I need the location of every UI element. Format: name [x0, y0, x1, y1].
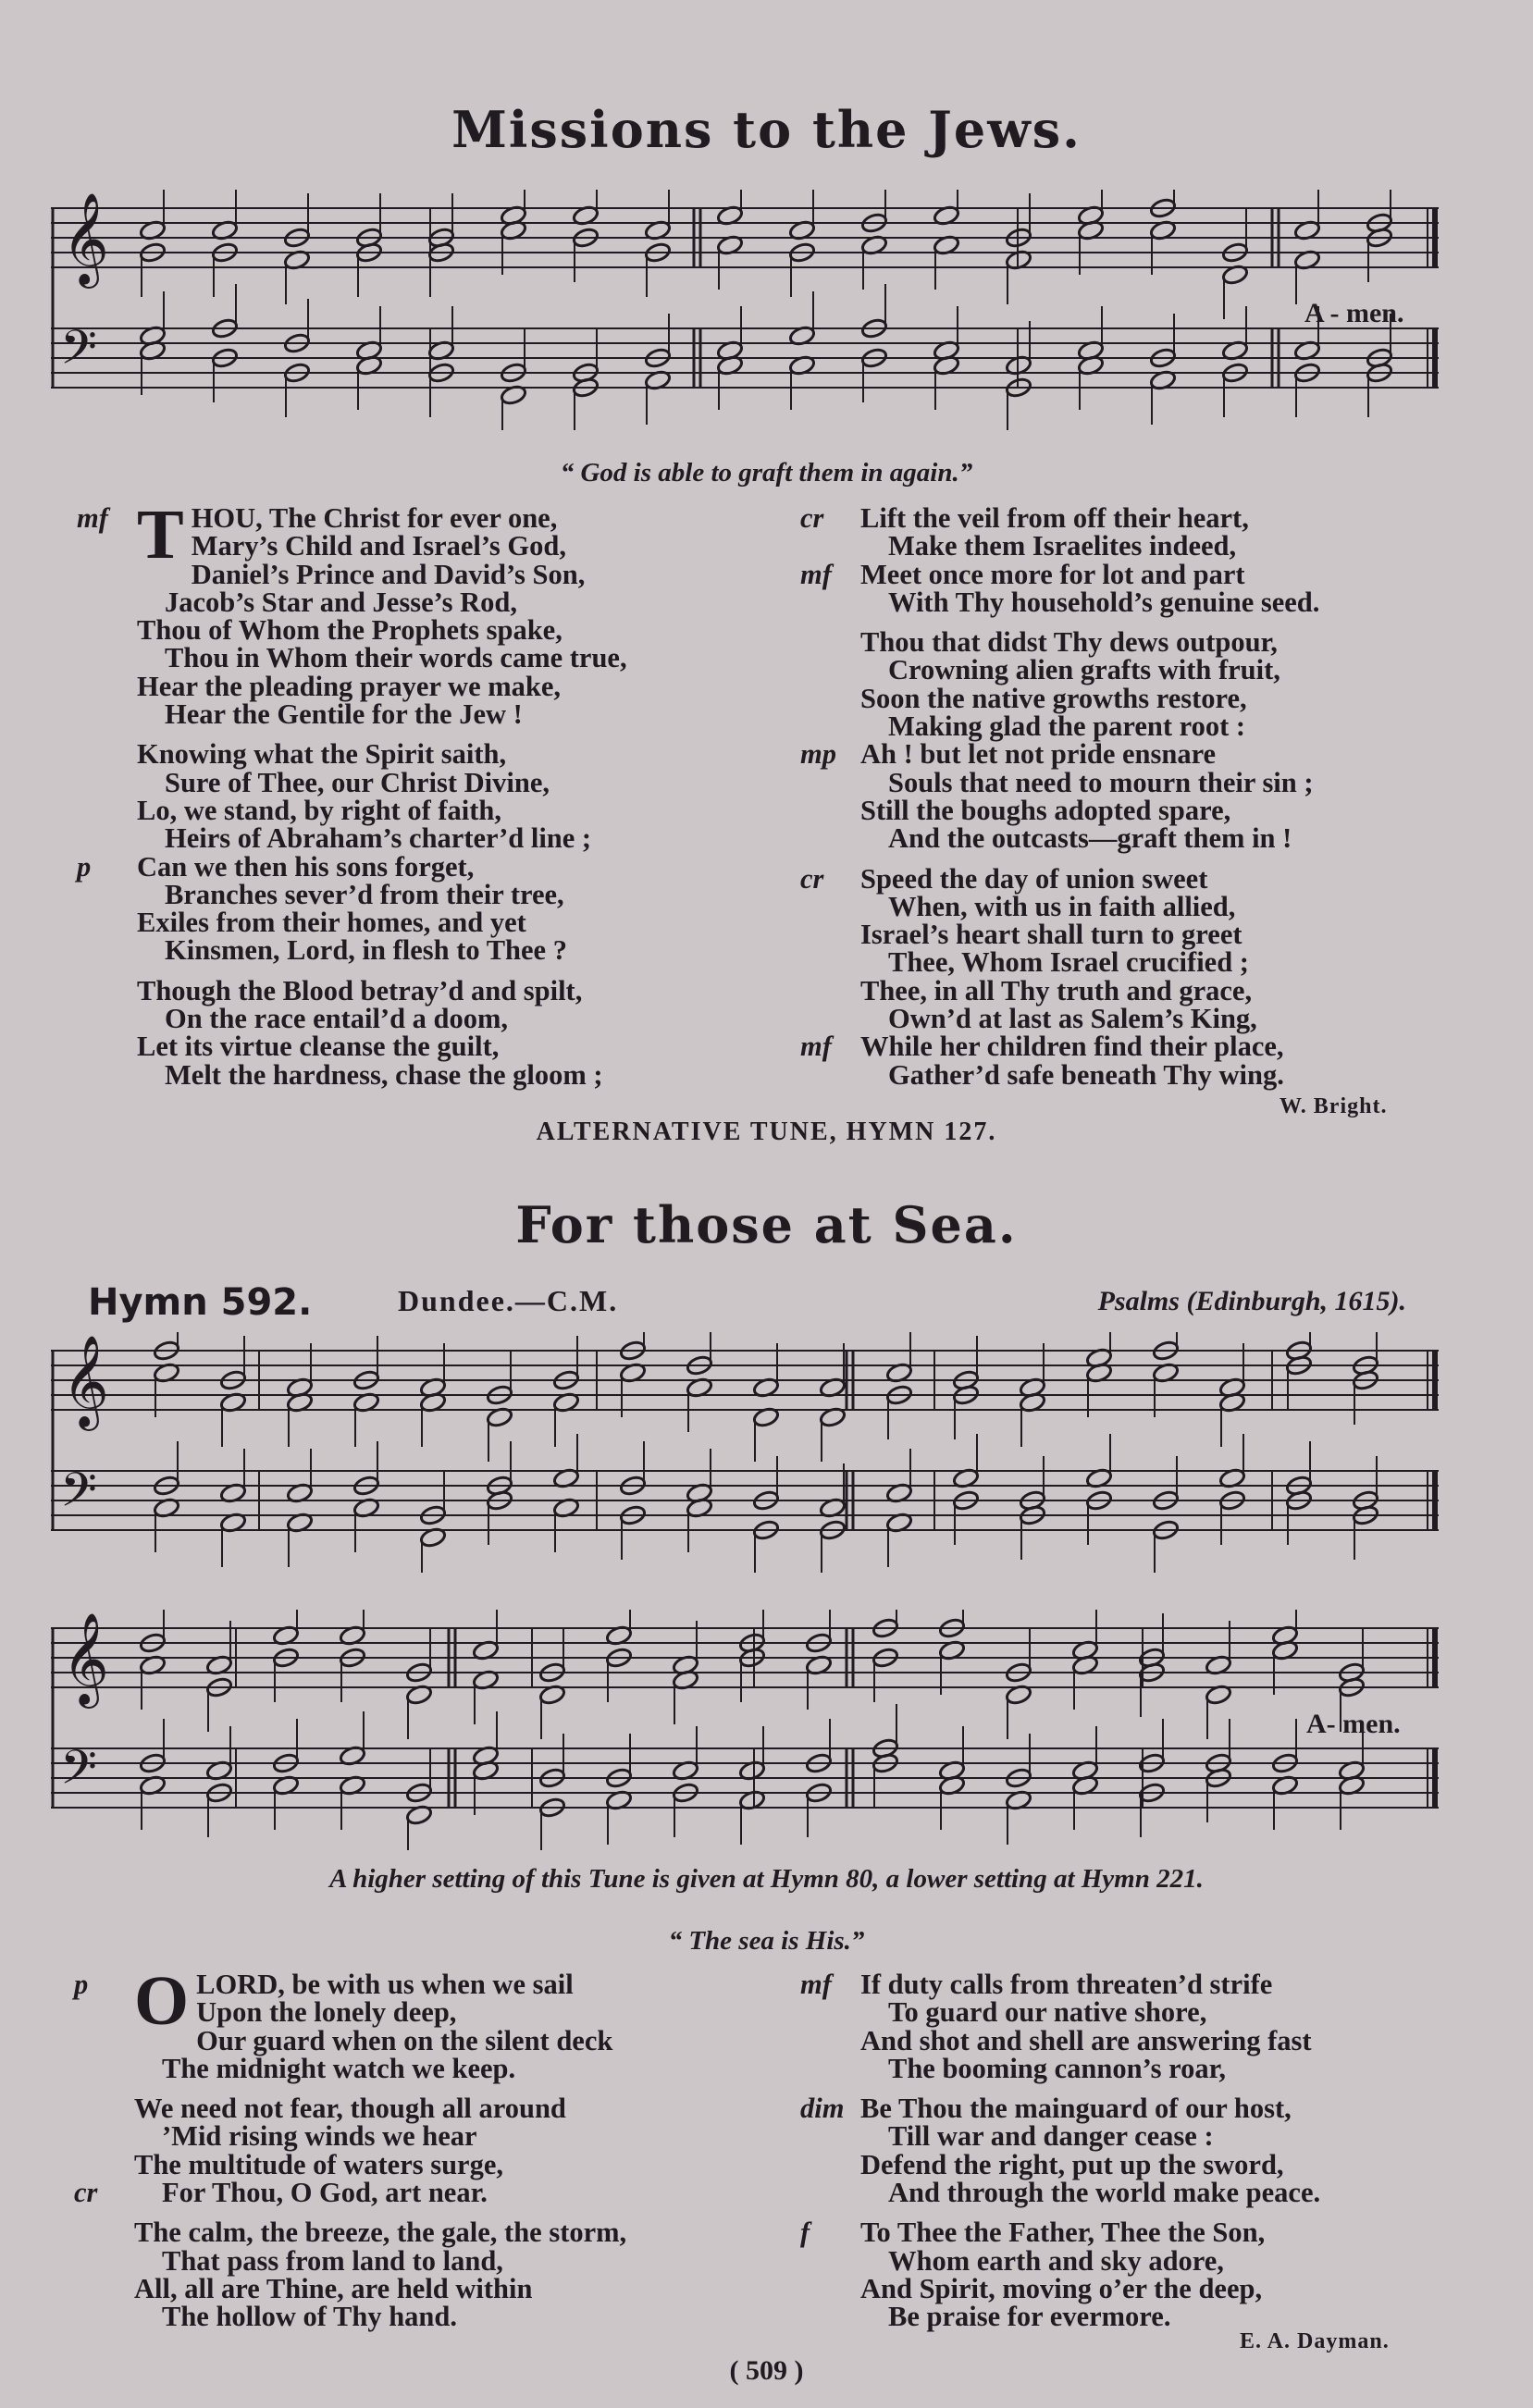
verse-line [137, 558, 738, 590]
verse-line [860, 2244, 1453, 2277]
stanza [800, 862, 1453, 1091]
verse-line [860, 2120, 1453, 2153]
dynamic-marking: dim [800, 2093, 845, 2125]
verse-text: Upon the lonely deep, [196, 1996, 457, 2029]
verse-text: Still the boughs adopted spare, [860, 794, 1231, 826]
verse-text: That pass from land to land, [162, 2244, 503, 2277]
verse-line [860, 796, 1453, 824]
verse-line [800, 2217, 1453, 2249]
verse-text: To Thee the Father, Thee the Son, [860, 2217, 1266, 2249]
verse-text: Jacob’s Star and Jesse’s Rod, [165, 586, 517, 618]
verse-text: To guard our native shore, [888, 1996, 1207, 2029]
dynamic-marking: mp [800, 738, 836, 771]
dynamic-marking: mf [800, 1969, 832, 2000]
verse-text: Defend the right, put up the sword, [860, 2148, 1284, 2180]
stanza [74, 2093, 736, 2209]
verse-text: We need not fear, though all around [134, 2093, 566, 2125]
stanza [800, 502, 1453, 618]
verse-line [860, 946, 1453, 979]
verse-text: Heirs of Abraham’s charter’d line ; [165, 822, 592, 855]
verse-text: The hollow of Thy hand. [162, 2301, 457, 2333]
verse-line [74, 2177, 736, 2209]
verse-line [860, 1058, 1453, 1091]
verse-line [137, 670, 738, 702]
verse-text: LORD, be with us when we sail [196, 1969, 574, 2000]
verse-line [137, 766, 738, 798]
verse-text: Be praise for evermore. [888, 2301, 1171, 2333]
verse-line [860, 1996, 1453, 2029]
stanza [77, 496, 738, 731]
amen-label-2: A- men. [1306, 1709, 1401, 1739]
verse-text: And through the world make peace. [888, 2177, 1321, 2209]
alternative-tune: ALTERNATIVE TUNE, HYMN 127. [536, 1118, 997, 1146]
amen-label-1: A - men. [1304, 298, 1404, 328]
epigraph-1: “ God is able to graft them in again.” [560, 458, 973, 488]
verse-text: Sure of Thee, our Christ Divine, [165, 766, 550, 798]
stanza [800, 2093, 1453, 2209]
verse-text: Our guard when on the silent deck [196, 2024, 613, 2056]
author-dayman: E. A. Dayman. [1240, 2329, 1390, 2353]
treble-clef-icon: 𝄞 [62, 192, 109, 285]
dynamic-marking: cr [74, 2177, 98, 2209]
verse-line [860, 2024, 1453, 2056]
verse-text: The calm, the breeze, the gale, the storm, [134, 2217, 627, 2249]
verse-line [860, 588, 1453, 616]
verse-text: Soon the native growths restore, [860, 682, 1247, 714]
verse-text: Branches sever’d from their tree, [165, 878, 564, 910]
score-svg-2 [51, 1332, 1439, 1573]
verse-text: Let its virtue cleanse the guilt, [137, 1031, 500, 1063]
verse-line [137, 796, 738, 824]
verse-text: Speed the day of union sweet [860, 862, 1208, 895]
dynamic-marking: mf [800, 1031, 832, 1063]
verse-text: Daniel’s Prince and David’s Son, [191, 558, 586, 590]
verse-line [134, 1996, 736, 2029]
verse-line [134, 2148, 736, 2180]
verse-line [860, 656, 1453, 684]
verse-text: While her children find their place, [860, 1031, 1284, 1063]
verse-text: The multitude of waters surge, [134, 2148, 504, 2180]
verse-text: With Thy household’s genuine seed. [888, 586, 1320, 618]
epigraph-2: “ The sea is His.” [668, 1926, 865, 1956]
dynamic-marking: p [77, 850, 92, 883]
score-svg-3 [51, 1610, 1439, 1850]
dynamic-marking: cr [800, 862, 824, 895]
verse-line [134, 2024, 736, 2056]
verse-text: Thou of Whom the Prophets spake, [137, 614, 563, 647]
hymn-number: Hymn 592. [88, 1281, 313, 1324]
verse-line [137, 934, 738, 967]
verse-text: Thee, Whom Israel crucified ; [888, 946, 1249, 979]
treble-clef-icon: 𝄞 [62, 1612, 109, 1705]
verse-line [137, 907, 738, 939]
verse-line [137, 614, 738, 647]
verse-text: Crowning alien grafts with fruit, [888, 654, 1280, 686]
music-score-3 [51, 1610, 1439, 1850]
verse-text: Mary’s Child and Israel’s God, [191, 530, 566, 562]
verse-line [860, 766, 1453, 798]
verse-text: Meet once more for lot and part [860, 558, 1245, 590]
verse-text: Lo, we stand, by right of faith, [137, 794, 501, 826]
verse-line [860, 532, 1453, 560]
tune-source [1098, 1286, 1406, 1317]
verse-text: Kinsmen, Lord, in flesh to Thee ? [165, 934, 567, 967]
verse-line [134, 2052, 736, 2084]
dynamic-marking: mf [800, 558, 832, 590]
verse-line [860, 626, 1453, 659]
verse-text: And Spirit, moving o’er the deep, [860, 2272, 1263, 2304]
verse-text: Making glad the parent root : [888, 710, 1246, 743]
verse-line [800, 558, 1453, 590]
verse-line [134, 2217, 736, 2249]
verse-line [860, 974, 1453, 1006]
verse-line [800, 502, 1453, 534]
verse-text: And shot and shell are answering fast [860, 2024, 1312, 2056]
verse-line [134, 2301, 736, 2333]
verse-line [134, 2120, 736, 2153]
verse-line [860, 1003, 1453, 1035]
verse-text: Till war and danger cease : [888, 2120, 1214, 2153]
tune-name: Dundee.—C.M. [398, 1284, 619, 1317]
verse-line [860, 710, 1453, 743]
verse-line [860, 682, 1453, 714]
verse-text: Melt the hardness, chase the gloom ; [165, 1058, 603, 1091]
bass-clef-icon: 𝄢 [60, 1739, 97, 1807]
verse-text: Thou that didst Thy dews outpour, [860, 626, 1278, 659]
verse-text: Though the Blood betray’d and spilt, [137, 974, 583, 1006]
verse-text: The midnight watch we keep. [162, 2052, 516, 2084]
verse-line [137, 1003, 738, 1035]
verses-right-1 [800, 502, 1453, 1101]
verse-line [137, 1058, 738, 1091]
verse-text: Exiles from their homes, and yet [137, 907, 526, 939]
verse-line [137, 588, 738, 616]
verse-line [860, 2148, 1453, 2180]
verse-line [860, 919, 1453, 951]
verse-text: Gather’d safe beneath Thy wing. [888, 1058, 1284, 1091]
verses-left-1 [77, 496, 738, 1101]
verse-line [137, 738, 738, 771]
music-score-1 [51, 190, 1439, 430]
verse-text: Make them Israelites indeed, [888, 530, 1237, 562]
verse-text: Can we then his sons forget, [137, 850, 475, 883]
verse-line [137, 1031, 738, 1063]
author-bright: W. Bright. [1280, 1094, 1388, 1118]
verse-line [800, 738, 1453, 771]
dynamic-marking: mf [77, 502, 108, 534]
tune-source-text: Psalms (Edinburgh, 1615). [1097, 1286, 1406, 1316]
verse-text: Souls that need to mourn their sin ; [888, 766, 1314, 798]
verse-line [800, 1969, 1453, 2000]
dynamic-marking: p [74, 1969, 89, 2000]
verse-text: Hear the pleading prayer we make, [137, 670, 562, 702]
music-score-2 [51, 1332, 1439, 1573]
verse-text: If duty calls from threaten’d strife [860, 1969, 1273, 2000]
verse-text: All, all are Thine, are held within [134, 2272, 533, 2304]
verses-left-2 [74, 1962, 736, 2343]
verse-line [137, 974, 738, 1006]
verse-line [860, 2177, 1453, 2209]
setting-note: A higher setting of this Tune is given at Hymn 80, a lower setting at Hymn 221. [329, 1864, 1204, 1894]
score-svg-1 [51, 190, 1439, 430]
drop-cap: O [134, 1962, 190, 2040]
verse-line [137, 698, 738, 731]
section-title-sea: For those at Sea. [515, 1195, 1018, 1254]
verse-line [134, 2093, 736, 2125]
drop-cap: T [137, 496, 184, 574]
verse-text: Lift the veil from off their heart, [860, 502, 1249, 534]
verse-text: The booming cannon’s roar, [888, 2052, 1226, 2084]
verse-text: And the outcasts—graft them in ! [888, 822, 1292, 855]
verse-text: For Thou, O God, art near. [162, 2177, 488, 2209]
verse-line [137, 878, 738, 910]
stanza [137, 974, 738, 1091]
verse-line [860, 2301, 1453, 2333]
verse-line [800, 1031, 1453, 1063]
stanza [800, 626, 1453, 855]
verse-line [134, 2244, 736, 2277]
dynamic-marking: f [800, 2217, 810, 2249]
verse-line [800, 862, 1453, 895]
dynamic-marking: cr [800, 502, 824, 534]
verse-line [800, 2093, 1453, 2125]
stanza [800, 2217, 1453, 2333]
verse-text: Ah ! but let not pride ensnare [860, 738, 1217, 771]
verse-line [860, 890, 1453, 922]
bass-clef-icon: 𝄢 [60, 1462, 97, 1529]
verse-text: Hear the Gentile for the Jew ! [165, 698, 523, 731]
stanza [77, 738, 738, 967]
verse-text: HOU, The Christ for ever one, [191, 502, 558, 534]
stanza [134, 2217, 736, 2333]
stanza [800, 1969, 1453, 2084]
verse-text: Be Thou the mainguard of our host, [860, 2093, 1292, 2125]
verse-text: Own’d at last as Salem’s King, [888, 1003, 1257, 1035]
verse-text: Whom earth and sky adore, [888, 2244, 1224, 2277]
verse-line [137, 532, 738, 560]
verse-text: ’Mid rising winds we hear [162, 2120, 477, 2153]
treble-clef-icon: 𝄞 [62, 1335, 109, 1427]
verse-text: Knowing what the Spirit saith, [137, 738, 507, 771]
verse-line [137, 644, 738, 672]
verse-line [134, 2272, 736, 2304]
verse-text: Israel’s heart shall turn to greet [860, 919, 1242, 951]
verse-text: When, with us in faith allied, [888, 890, 1236, 922]
verse-line [860, 822, 1453, 855]
stanza [74, 1962, 736, 2084]
verse-text: On the race entail’d a doom, [165, 1003, 509, 1035]
verse-line [77, 850, 738, 883]
verse-text: Thou in Whom their words came true, [165, 642, 627, 674]
verse-line [860, 2272, 1453, 2304]
verses-right-2 [800, 1969, 1453, 2343]
verse-line [137, 822, 738, 855]
section-title-missions: Missions to the Jews. [451, 100, 1082, 159]
verse-text: Thee, in all Thy truth and grace, [860, 974, 1253, 1006]
page-number: ( 509 ) [729, 2355, 804, 2386]
verse-line [860, 2052, 1453, 2084]
bass-clef-icon: 𝄢 [60, 319, 97, 387]
